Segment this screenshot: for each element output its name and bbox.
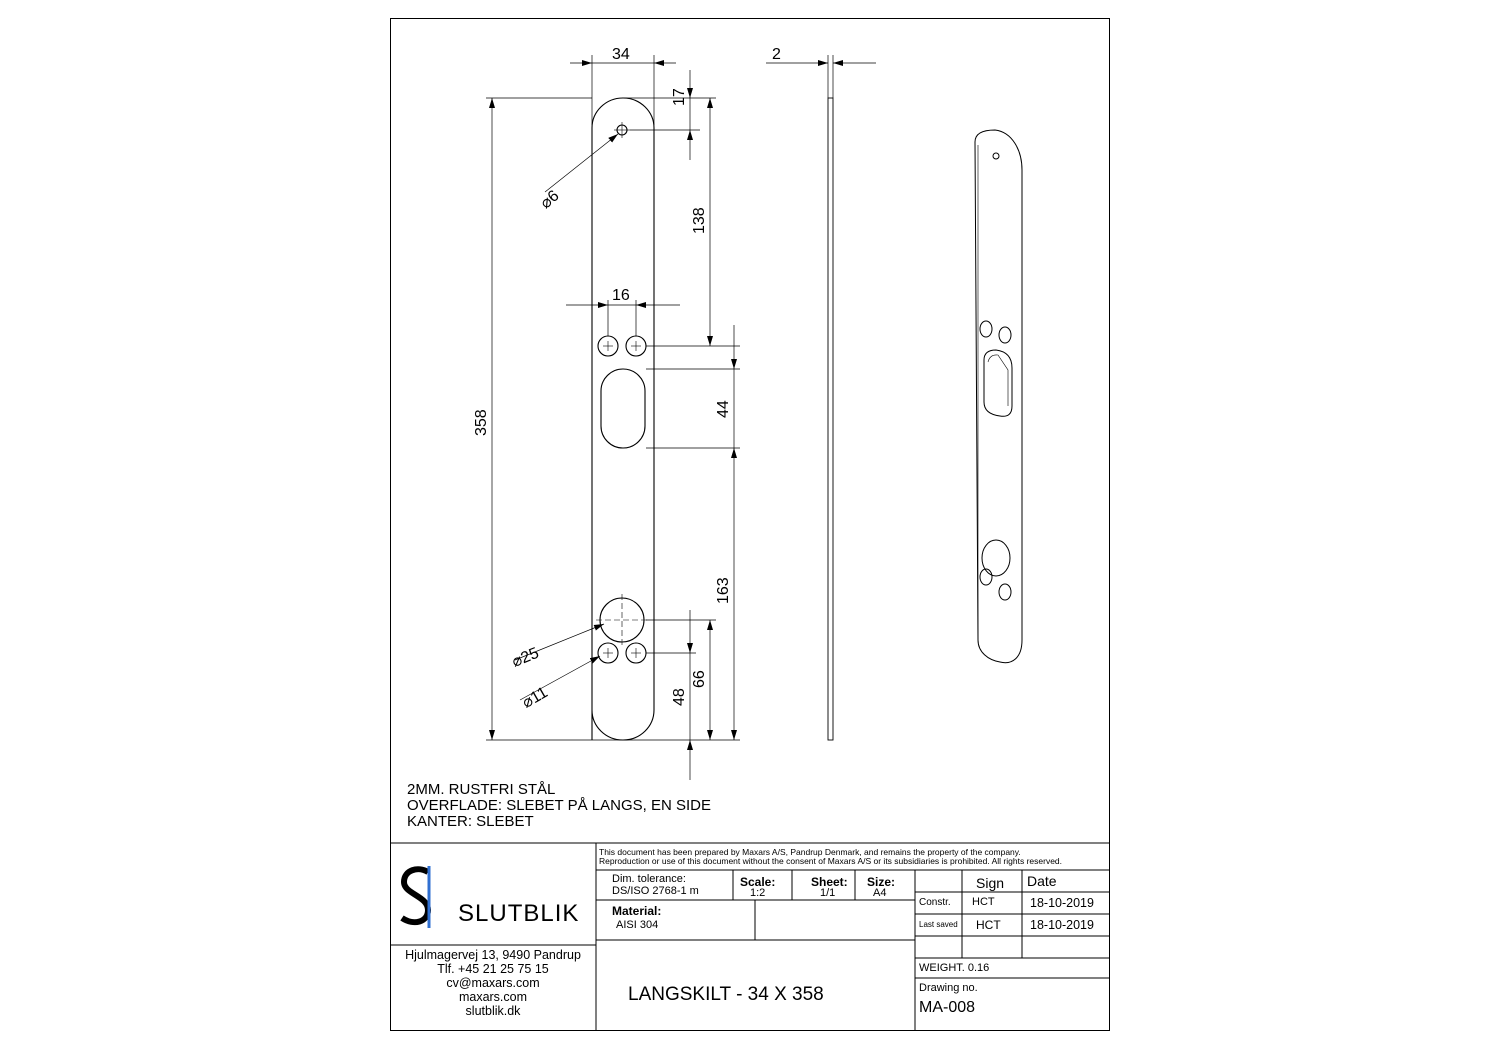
drawing-notes: [407, 782, 711, 830]
saved-date: 18-10-2019: [1030, 918, 1094, 932]
dim-overall-length: 358: [473, 409, 490, 436]
company-address: [390, 948, 596, 1018]
dim-top-hole-offset: 17: [671, 88, 688, 106]
dim-cylinder-to-bottom: 66: [691, 670, 708, 688]
saved-label: Last saved: [919, 920, 958, 929]
iso-upper-hole-left: [980, 321, 992, 337]
side-profile: [828, 98, 833, 740]
front-view: [592, 98, 654, 740]
address-line: Hjulmagervej 13, 9490 Pandrup: [405, 948, 581, 962]
drawing-number: MA-008: [919, 999, 976, 1016]
center-marks: [596, 122, 648, 658]
drawing-title: LANGSKILT - 34 X 358: [628, 984, 824, 1005]
constr-sign: HCT: [972, 896, 995, 908]
date-header: Date: [1027, 873, 1057, 889]
dim-width: 34: [612, 46, 630, 63]
sign-header: Sign: [976, 875, 1005, 891]
scale-label: Scale:: [740, 875, 776, 889]
size-label: Size:: [867, 875, 896, 889]
dim-hole-spacing: 16: [612, 287, 630, 304]
note-line: 2MM. RUSTFRI STÅL: [407, 781, 556, 798]
dim-holes-to-bottom: 48: [671, 688, 688, 706]
sheet-label: Sheet:: [811, 875, 848, 889]
iso-upper-hole-right: [999, 327, 1011, 343]
slot: [601, 369, 645, 448]
constr-date: 18-10-2019: [1030, 896, 1094, 910]
weight: WEIGHT. 0.16: [919, 962, 990, 974]
side-view: [766, 55, 876, 740]
disclaimer-line: Reproduction or use of this document without the consent of Maxars A/S or its subsidiaries is prohibited. All rights reserved.: [599, 856, 1063, 866]
saved-sign: HCT: [976, 918, 1001, 932]
phone-line: Tlf. +45 21 25 75 15: [437, 962, 549, 976]
material-label: Material:: [612, 904, 662, 918]
website-line: slutblik.dk: [465, 1004, 521, 1018]
tolerance-label: Dim. tolerance:: [612, 873, 686, 885]
dim-small-hole-diameter: ⌀11: [519, 684, 551, 712]
tolerance-value: DS/ISO 2768-1 m: [612, 885, 699, 897]
size-value: A4: [873, 887, 887, 899]
disclaimer-line: This document has been prepared by Maxars A/S, Pandrup Denmark, and remains the property of the company.: [599, 847, 1021, 857]
sheet-value: 1/1: [820, 887, 836, 899]
drawing-no-label: Drawing no.: [919, 982, 978, 994]
website-line: maxars.com: [458, 990, 528, 1004]
material-value: AISI 304: [616, 919, 659, 931]
dim-thickness: 2: [772, 46, 781, 63]
dim-to-upper-holes: 138: [691, 207, 708, 234]
dim-cylinder-diameter: ⌀25: [509, 644, 542, 671]
dim-top-hole-diameter: ⌀6: [537, 187, 563, 213]
iso-lower-hole-right: [999, 584, 1011, 600]
email-line: cv@maxars.com: [446, 976, 540, 990]
dim-slot-height: 44: [715, 400, 732, 418]
scale-value: 1:2: [750, 887, 766, 899]
isometric-view: [975, 130, 1022, 663]
brand-name: SLUTBLIK: [458, 900, 580, 927]
iso-cylinder-hole: [982, 540, 1010, 576]
slutblik-logo-icon: [402, 866, 429, 928]
note-line: OVERFLADE: SLEBET PÅ LANGS, EN SIDE: [407, 797, 711, 814]
note-line: KANTER: SLEBET: [407, 813, 534, 830]
dim-slot-to-cylinder: 163: [715, 577, 732, 604]
iso-top-hole: [993, 153, 999, 159]
constr-label: Constr.: [919, 897, 951, 908]
